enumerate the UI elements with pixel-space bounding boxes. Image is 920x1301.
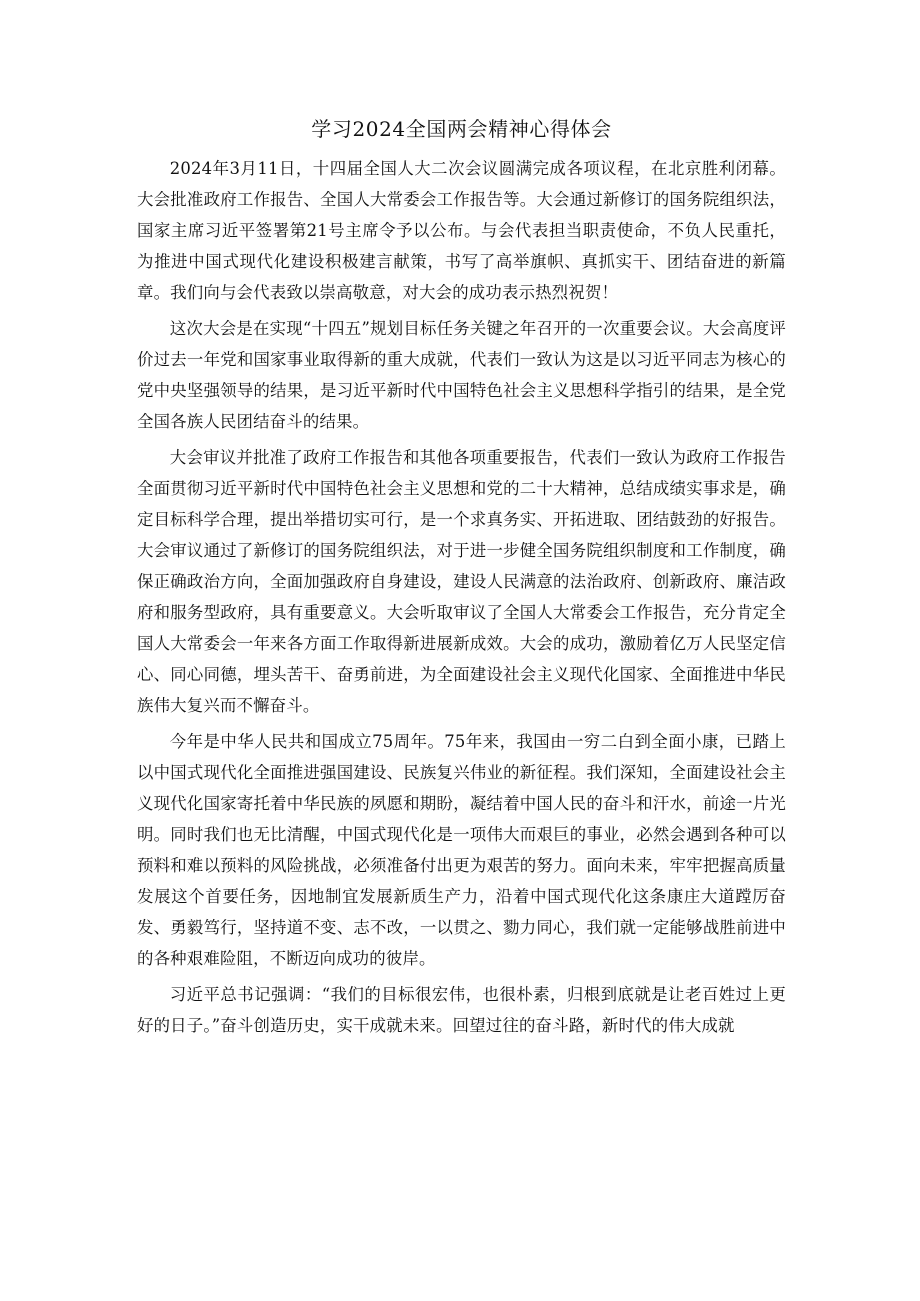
paragraph-3: 大会审议并批准了政府工作报告和其他各项重要报告，代表们一致认为政府工作报告全面贯彻习近平新时代中国特色社会主义思想和党的二十大精神，总结成绩实事求是，确定目标科学合理，提出举措切实可行，是一个求真务实、开拓进取、团结鼓劲的好报告。大会审议通过了新修订的国务院组织法，对于进一步健全国务院组织制度和工作制度，确保正确政治方向，全面加强政府自身建设，建设人民满意的法治政府、创新政府、廉洁政府和服务型政府，具有重要意义。大会听取审议了全国人大常委会工作报告，充分肯定全国人大常委会一年来各方面工作取得新进展新成效。大会的成功，激励着亿万人民坚定信心、同心同德，埋头苦干、奋勇前进，为全面建设社会主义现代化国家、全面推进中华民族伟大复兴而不懈奋斗。 (137, 448, 786, 715)
document-title: 学习2024全国两会精神心得体会 (311, 117, 612, 141)
paragraph-5: 习近平总书记强调：“我们的目标很宏伟，也很朴素，归根到底就是让老百姓过上更好的日子。”奋斗创造历史，实干成就未来。回望过往的奋斗路，新时代的伟大成就 (137, 985, 786, 1035)
document-body (137, 112, 786, 1046)
paragraph-2: 这次大会是在实现“十四五”规划目标任务关键之年召开的一次重要会议。大会高度评价过去一年党和国家事业取得新的重大成就，代表们一致认为这是以习近平同志为核心的党中央坚强领导的结果，是习近平新时代中国特色社会主义思想科学指引的结果，是全党全国各族人民团结奋斗的结果。 (137, 319, 786, 431)
paragraph-4: 今年是中华人民共和国成立75周年。75年来，我国由一穷二白到全面小康，已踏上以中国式现代化全面推进强国建设、民族复兴伟业的新征程。我们深知，全面建设社会主义现代化国家寄托着中华民族的夙愿和期盼，凝结着中国人民的奋斗和汗水，前途一片光明。同时我们也无比清醒，中国式现代化是一项伟大而艰巨的事业，必然会遇到各种可以预料和难以预料的风险挑战，必须准备付出更为艰苦的努力。面向未来，牢牢把握高质量发展这个首要任务，因地制宜发展新质生产力，沿着中国式现代化这条康庄大道蹚厉奋发、勇毅笃行，坚持道不变、志不改，一以贯之、勠力同心，我们就一定能够战胜前进中的各种艰难险阻，不断迈向成功的彼岸。 (137, 732, 786, 968)
paragraph-1: 2024年3月11日，十四届全国人大二次会议圆满完成各项议程，在北京胜利闭幕。大会批准政府工作报告、全国人大常委会工作报告等。大会通过新修订的国务院组织法，国家主席习近平签署第21号主席令予以公布。与会代表担当职责使命，不负人民重托，为推进中国式现代化建设积极建言献策，书写了高举旗帜、真抓实干、团结奋进的新篇章。我们向与会代表致以崇高敬意，对大会的成功表示热烈祝贺！ (137, 159, 786, 302)
